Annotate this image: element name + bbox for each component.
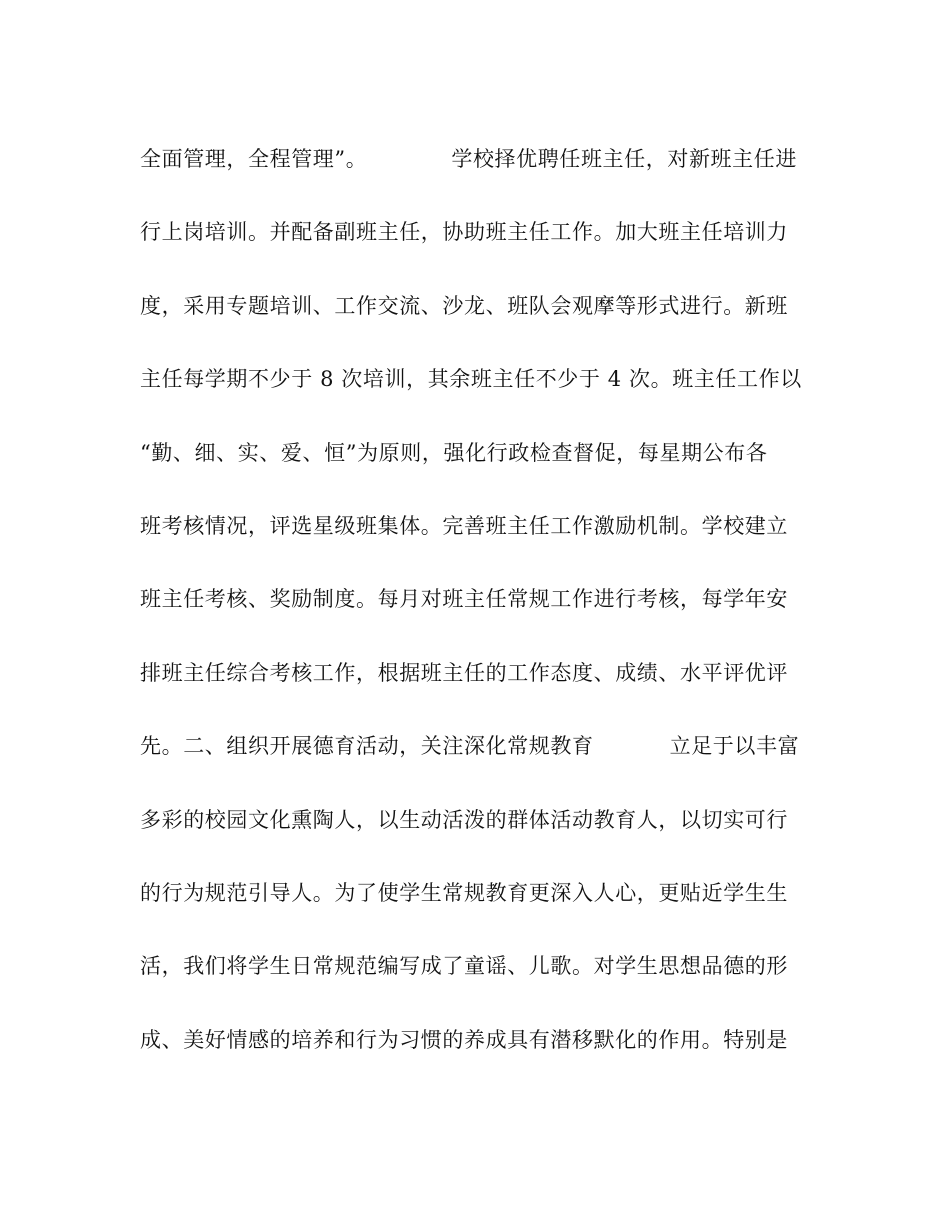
text-segment: 成、美好情感的培养和行为习惯的养成具有潜移默化的作用。特别是 [140, 1027, 788, 1052]
body-text [140, 138, 820, 1092]
text-line [140, 358, 820, 431]
text-line [140, 872, 820, 945]
text-segment: 活，我们将学生日常规范编写成了童谣、儿歌。对学生思想品德的形 [140, 954, 788, 979]
text-segment: 班考核情况，评选星级班集体。完善班主任工作激励机制。学校建立 [140, 513, 788, 538]
text-segment: 全面管理，全程管理”。 [140, 147, 368, 171]
text-line [140, 799, 820, 872]
text-segment: 排班主任综合考核工作，根据班主任的工作态度、成绩、水平评优评 [140, 660, 788, 685]
text-segment: 主任每学期不少于 8 次培训，其余班主任不少于 4 次。班主任工作以 [140, 367, 802, 392]
text-line [140, 1019, 820, 1092]
text-segment: 多彩的校园文化熏陶人，以生动活泼的群体活动教育人，以切实可行 [140, 807, 788, 832]
text-line [140, 505, 820, 578]
text-segment: 先。二、组织开展德育活动，关注深化常规教育 [140, 734, 594, 759]
text-segment: 立足于以丰富 [669, 734, 800, 759]
text-segment: 度，采用专题培训、工作交流、沙龙、班队会观摩等形式进行。新班 [140, 293, 788, 318]
text-line [140, 285, 820, 358]
text-segment: 行上岗培训。并配备副班主任，协助班主任工作。加大班主任培训力 [140, 220, 788, 245]
text-line [140, 652, 820, 725]
text-line [140, 211, 820, 284]
text-line [140, 432, 820, 505]
text-line [140, 578, 820, 651]
text-segment: “勤、细、实、爱、恒”为原则，强化行政检查督促，每星期公布各 [140, 440, 768, 465]
text-segment: 班主任考核、奖励制度。每月对班主任常规工作进行考核，每学年安 [140, 587, 788, 612]
text-segment: 的行为规范引导人。为了使学生常规教育更深入人心，更贴近学生生 [140, 880, 788, 905]
text-line [140, 138, 820, 211]
text-line [140, 945, 820, 1018]
text-line [140, 725, 820, 798]
text-segment: 学校择优聘任班主任，对新班主任进 [451, 147, 797, 171]
